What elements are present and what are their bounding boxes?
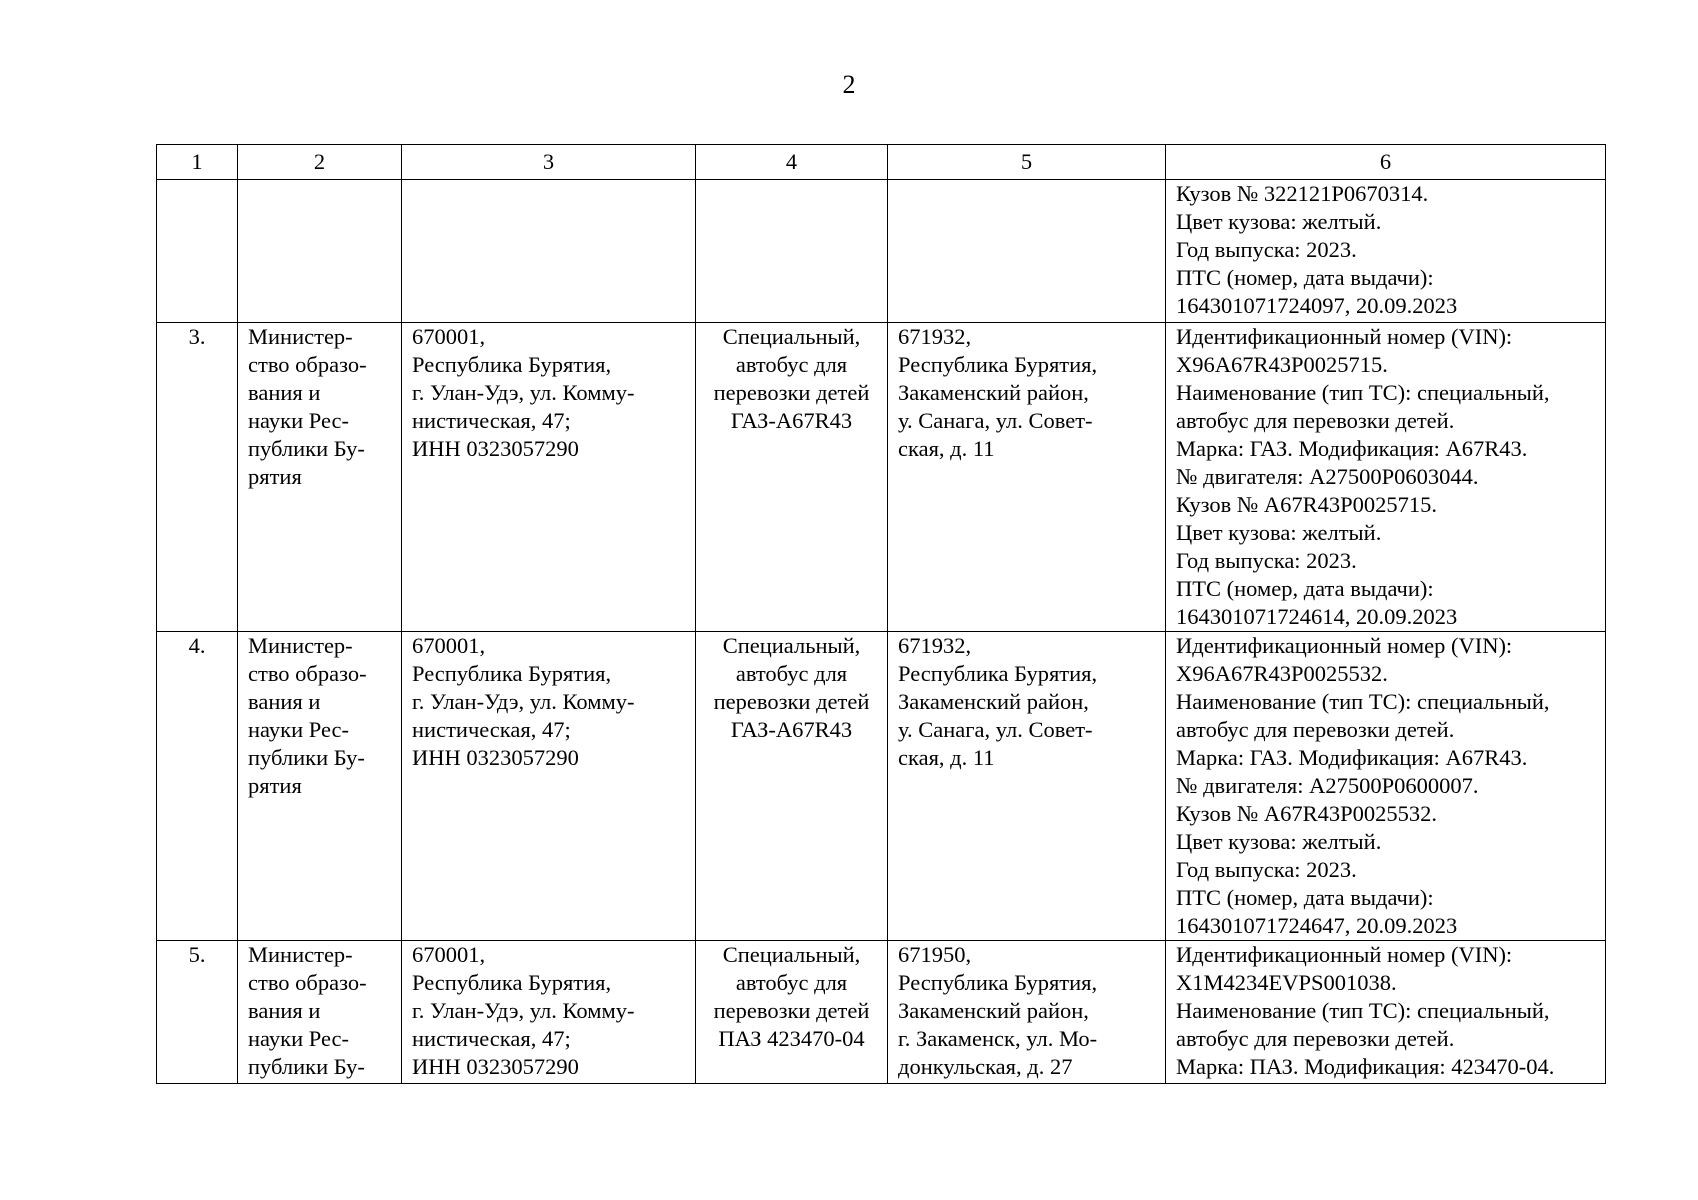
owner-cell: Министер- ство образо- вания и науки Рес- публики Бу- рятия <box>238 323 402 632</box>
table-header-row <box>157 145 1606 180</box>
vehicle-type-cell: Специальный, автобус для перевозки детей ГАЗ-А67R43 <box>696 632 888 941</box>
column-header: 2 <box>238 145 402 180</box>
owner-address-cell: 670001, Республика Бурятия, г. Улан-Удэ, ул. Комму- нистическая, 47; ИНН 0323057290 <box>402 632 696 941</box>
owner-cell <box>238 180 402 323</box>
vehicle-type-cell: Специальный, автобус для перевозки детей ГАЗ-А67R43 <box>696 323 888 632</box>
row-number-cell: 3. <box>157 323 238 632</box>
column-header: 5 <box>888 145 1166 180</box>
table-row <box>157 323 1606 632</box>
owner-cell: Министер- ство образо- вания и науки Рес- публики Бу- рятия <box>238 632 402 941</box>
table-row <box>157 632 1606 941</box>
vehicle-details-cell: Кузов № 322121P0670314. Цвет кузова: желтый. Год выпуска: 2023. ПТС (номер, дата выдачи): 164301071724097, 20.09.2023 <box>1166 180 1606 323</box>
vehicle-type-cell: Специальный, автобус для перевозки детей ПАЗ 423470-04 <box>696 941 888 1084</box>
owner-address-cell: 670001, Республика Бурятия, г. Улан-Удэ, ул. Комму- нистическая, 47; ИНН 0323057290 <box>402 941 696 1084</box>
location-cell: 671950, Республика Бурятия, Закаменский район, г. Закаменск, ул. Мо- донкульская, д. 27 <box>888 941 1166 1084</box>
owner-cell: Министер- ство образо- вания и науки Рес- публики Бу- <box>238 941 402 1084</box>
vehicle-type-cell <box>696 180 888 323</box>
row-number-cell: 5. <box>157 941 238 1084</box>
vehicle-details-cell: Идентификационный номер (VIN): X1M4234EVPS001038. Наименование (тип ТС): специальный, автобус для перевозки детей. Марка: ПАЗ. Модификация: 423470-04. <box>1166 941 1606 1084</box>
table-row-continuation <box>157 180 1606 323</box>
page-number: 2 <box>842 70 856 99</box>
vehicle-details-cell: Идентификационный номер (VIN): X96A67R43P0025532. Наименование (тип ТС): специальный, автобус для перевозки детей. Марка: ГАЗ. Модификация: А67R43. № двигателя: А27500Р0600007. Кузов № А67R43Р0025532. Цвет кузова: желтый. Год выпуска: 2023. ПТС (номер, дата выдачи): 164301071724647, 20.09.2023 <box>1166 632 1606 941</box>
row-number-cell <box>157 180 238 323</box>
location-cell: 671932, Республика Бурятия, Закаменский район, у. Санага, ул. Совет- ская, д. 11 <box>888 323 1166 632</box>
column-header: 4 <box>696 145 888 180</box>
row-number-cell: 4. <box>157 632 238 941</box>
owner-address-cell: 670001, Республика Бурятия, г. Улан-Удэ, ул. Комму- нистическая, 47; ИНН 0323057290 <box>402 323 696 632</box>
vehicle-details-cell: Идентификационный номер (VIN): X96A67R43P0025715. Наименование (тип ТС): специальный, автобус для перевозки детей. Марка: ГАЗ. Модификация: А67R43. № двигателя: А27500Р0603044. Кузов № А67R43Р0025715. Цвет кузова: желтый. Год выпуска: 2023. ПТС (номер, дата выдачи): 164301071724614, 20.09.2023 <box>1166 323 1606 632</box>
location-cell: 671932, Республика Бурятия, Закаменский район, у. Санага, ул. Совет- ская, д. 11 <box>888 632 1166 941</box>
column-header: 1 <box>157 145 238 180</box>
location-cell <box>888 180 1166 323</box>
vehicle-table <box>156 144 1606 1084</box>
column-header: 3 <box>402 145 696 180</box>
column-header: 6 <box>1166 145 1606 180</box>
table-row <box>157 941 1606 1084</box>
owner-address-cell <box>402 180 696 323</box>
